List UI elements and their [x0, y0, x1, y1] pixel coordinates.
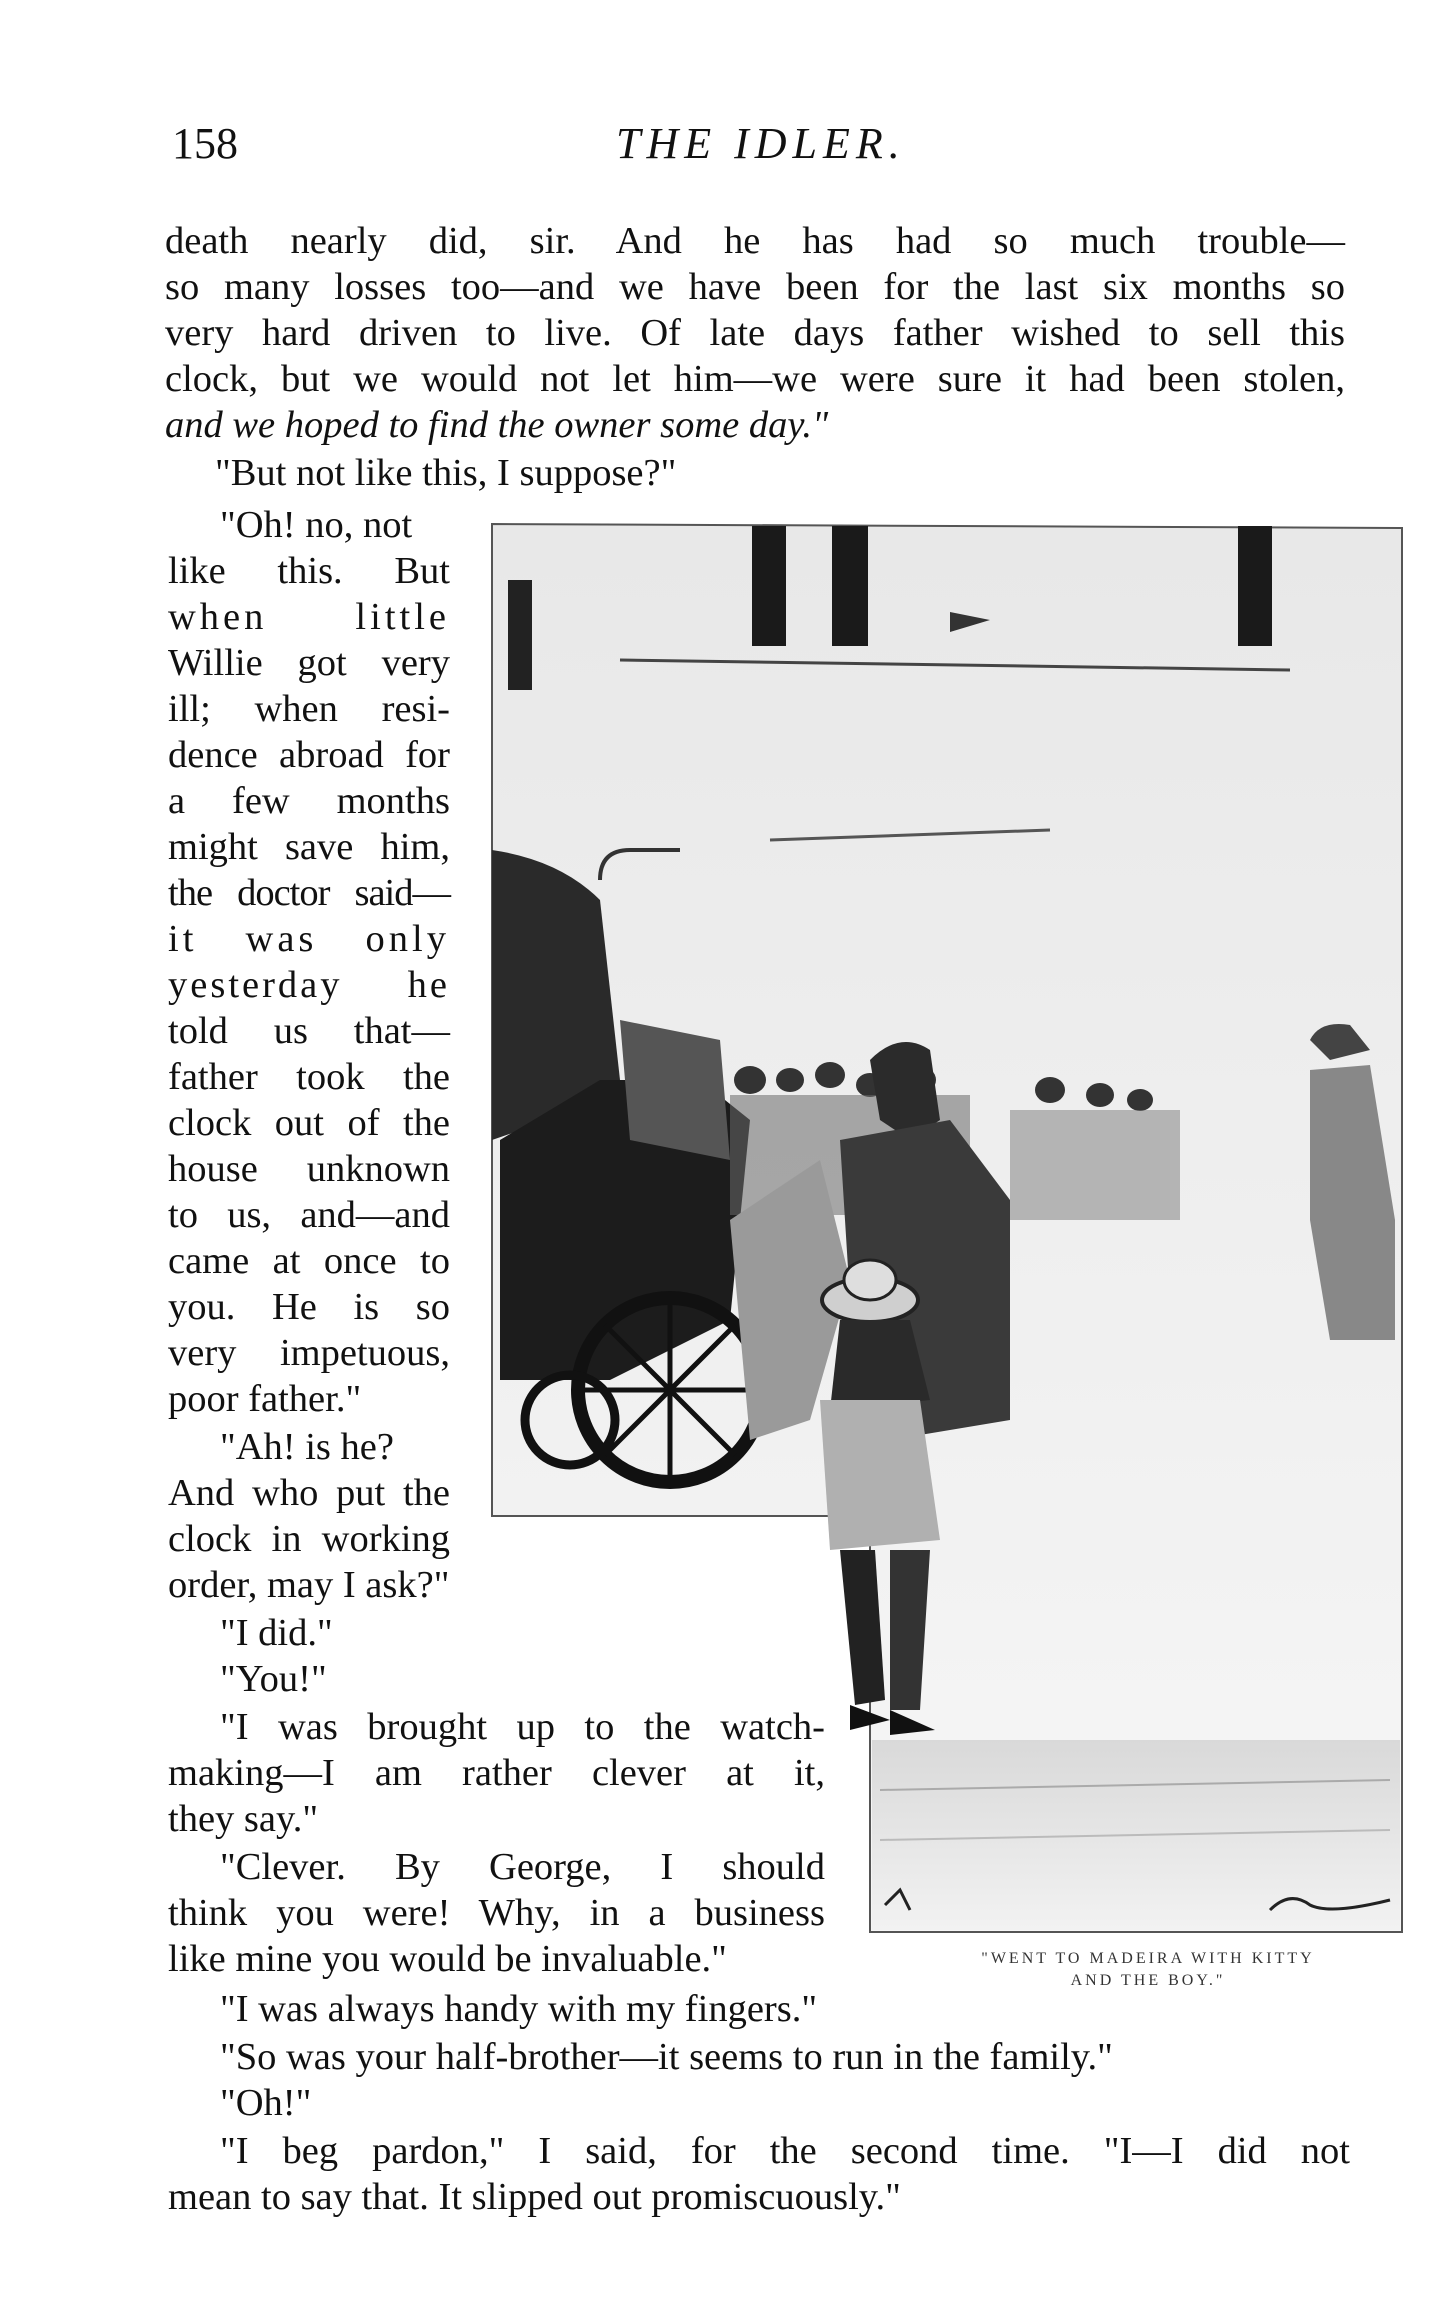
page-header [172, 118, 1352, 178]
text-line: they say." [168, 1798, 319, 1840]
text-line: came at once to [168, 1240, 450, 1282]
caption-line: "WENT TO MADEIRA WITH KITTY [981, 1950, 1315, 1967]
text-line: "So was your half-brother—it seems to run in the family." [220, 2036, 1113, 2078]
text-line: it was only [168, 918, 450, 960]
text-line: "But not like this, I suppose?" [215, 452, 677, 494]
text-line: "Oh!" [220, 2082, 312, 2124]
text-line: told us that— [168, 1010, 450, 1052]
text-line: "Oh! no, not [220, 504, 413, 546]
illustration [490, 520, 1415, 1945]
text-line: order, may I ask?" [168, 1564, 450, 1606]
text-line: Willie got very [168, 642, 450, 684]
text-line: ill; when resi- [168, 688, 450, 730]
text-line: "Ah! is he? [220, 1426, 394, 1468]
text-line: "I did." [220, 1612, 333, 1654]
text-line: very impetuous, [168, 1332, 450, 1374]
text-line: like mine you would be invaluable." [168, 1938, 727, 1980]
text-line: so many losses too—and we have been for the last six months so [165, 266, 1345, 308]
text-line: "I beg pardon," I said, for the second time. "I—I did not [220, 2130, 1350, 2172]
text-line: clock in working [168, 1518, 450, 1560]
text-line: house unknown [168, 1148, 450, 1190]
text-line: you. He is so [168, 1286, 450, 1328]
text-line: poor father." [168, 1378, 362, 1420]
text-line: "You!" [220, 1658, 327, 1700]
text-line: clock out of the [168, 1102, 450, 1144]
caption-line: AND THE BOY." [1070, 1972, 1226, 1989]
text-line: "Clever. By George, I should [220, 1846, 825, 1888]
text-line: the doctor said— [168, 872, 450, 914]
text-line: And who put the [168, 1472, 450, 1514]
text-line: to us, and—and [168, 1194, 450, 1236]
text-line: father took the [168, 1056, 450, 1098]
text-line: "I was brought up to the watch- [220, 1706, 825, 1748]
text-line: and we hoped to find the owner some day." [165, 404, 829, 446]
text-line: a few months [168, 780, 450, 822]
text-line: when little [168, 596, 450, 638]
text-line: dence abroad for [168, 734, 450, 776]
illustration-caption [878, 1948, 1418, 1992]
running-title: THE IDLER. [616, 119, 906, 168]
text-line: making—I am rather clever at it, [168, 1752, 825, 1794]
text-line: "I was always handy with my fingers." [220, 1988, 818, 2030]
text-line: might save him, [168, 826, 450, 868]
page-number: 158 [172, 119, 238, 168]
text-line: like this. But [168, 550, 450, 592]
text-line: clock, but we would not let him—we were sure it had been stolen, [165, 358, 1345, 400]
text-line: death nearly did, sir. And he has had so much trouble— [165, 220, 1345, 262]
text-line: yesterday he [168, 964, 450, 1006]
text-line: mean to say that. It slipped out promiscuously." [168, 2176, 901, 2218]
text-line: think you were! Why, in a business [168, 1892, 825, 1934]
text-line: very hard driven to live. Of late days father wished to sell this [165, 312, 1345, 354]
